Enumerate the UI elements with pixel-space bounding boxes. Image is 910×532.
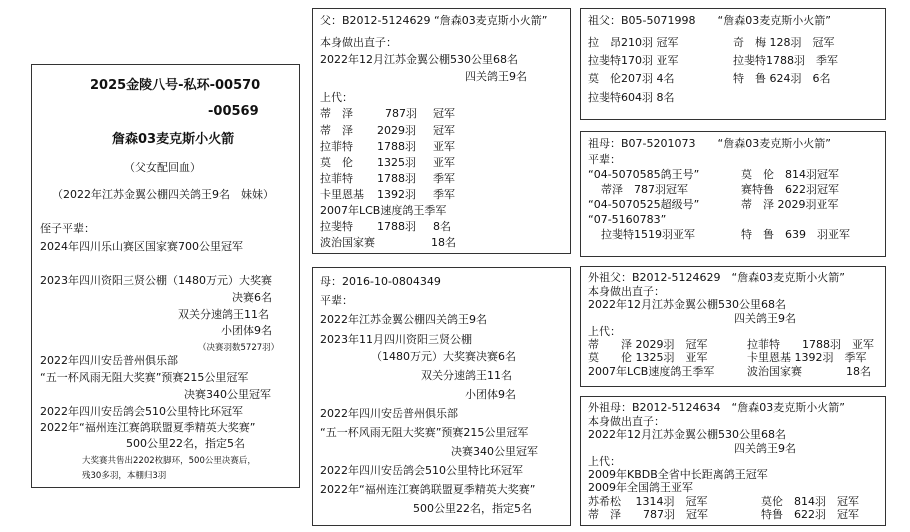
ring-number: 2025金陵八号-私环-00570 — [90, 78, 261, 93]
ancestor-left: “04-5070585鸽王号” — [588, 168, 700, 181]
ancestor-name: 蒂 泽 — [320, 124, 353, 137]
ancestor-name: 蒂 泽 — [320, 107, 353, 120]
achievement-line: 2022年四川安岳普州俱乐部 — [40, 354, 178, 367]
maternal-grandmother-card — [580, 396, 886, 526]
ancestor-name: 拉斐特 — [320, 220, 353, 233]
achievement-line: 大奖赛共售出2202枚脚环，500公里决赛后， — [82, 456, 256, 466]
ancestor-right: 赛特鲁 622羽冠军 — [741, 183, 839, 196]
ancestor-name: 拉菲特 — [320, 140, 353, 153]
mother-line: 小团体9名 — [465, 388, 516, 401]
ancestor-right: 蒂 泽 2029羽亚军 — [741, 198, 839, 211]
mother-peer-label: 平辈： — [320, 294, 353, 307]
achievement-line: 2023年四川资阳三贤公棚（1480万元）大奖赛 — [40, 274, 272, 287]
grandfather-header: 祖父：B05-5071998 “詹森03麦克斯小火箭” — [588, 14, 831, 27]
maternal-grandfather-card — [580, 266, 886, 387]
ancestor-left: 拉 昂210羽 冠军 — [588, 36, 679, 49]
mother-line: 2022年四川安岳普州俱乐部 — [320, 407, 458, 420]
ancestor-result: 18名 — [431, 236, 456, 249]
ancestor-left: 莫 伦207羽 4名 — [588, 72, 675, 85]
ancestor-result: 亚军 — [433, 140, 455, 153]
ancestor-right: 莫 伦 814羽冠军 — [741, 168, 839, 181]
mgf-line: 2022年12月江苏金翼公棚530公里68名 — [588, 298, 786, 311]
pigeon-name: 詹森03麦克斯小火箭 — [112, 132, 235, 147]
father-gen-label: 上代： — [320, 91, 353, 104]
grandmother-card — [580, 131, 886, 257]
ancestor-left: 蒂泽 787羽冠军 — [601, 183, 688, 196]
ancestor-count: 2029羽 — [377, 124, 416, 137]
mother-header: 母：2016-10-0804349 — [320, 275, 441, 288]
ancestor-left: 蒂 泽 2029羽 冠军 — [588, 338, 708, 351]
achievement-line: （决赛羽数5727羽） — [198, 343, 280, 353]
ancestor-name: 拉菲特 — [320, 172, 353, 185]
mother-line: 决赛340公里冠军 — [451, 445, 538, 458]
father-line: 四关鸽王9名 — [465, 70, 527, 83]
ancestor-right: 特 鲁 639 羽亚军 — [741, 228, 850, 241]
ancestor-right: 波治国家赛 18名 — [747, 365, 871, 378]
ancestor-right: 特鲁 622羽 冠军 — [761, 508, 859, 521]
achievement-line: 决赛340公里冠军 — [184, 388, 271, 401]
ancestor-count: 1788羽 — [377, 220, 416, 233]
ancestor-count: 787羽 — [385, 107, 417, 120]
ancestor-right: 卡里恩基 1392羽 季军 — [747, 351, 867, 364]
mgm-produce: 本身做出直子： — [588, 415, 665, 428]
mgm-line: 2009年全国鸽王亚军 — [588, 481, 693, 494]
achievement-line: 2022年“福州连江赛鸽联盟夏季精英大奖赛” — [40, 421, 256, 434]
achievement-line: 残30多羽，本棚归3羽 — [82, 471, 167, 481]
ancestor-count: 1392羽 — [377, 188, 416, 201]
ancestor-count: 1325羽 — [377, 156, 416, 169]
ancestor-name: 莫 伦 — [320, 156, 353, 169]
ancestor-name: 波治国家赛 — [320, 236, 375, 249]
ancestor-count: 1788羽 — [377, 172, 416, 185]
mgf-produce: 本身做出直子： — [588, 285, 665, 298]
ancestor-result: 季军 — [433, 172, 455, 185]
achievement-line: 2024年四川乐山赛区国家赛700公里冠军 — [40, 240, 243, 253]
ancestor-right: 莫伦 814羽 冠军 — [761, 495, 859, 508]
mgm-line: 2009年KBDB全省中长距离鸽王冠军 — [588, 468, 768, 481]
mother-line: “五一杯风雨无阻大奖赛”预赛215公里冠军 — [320, 426, 529, 439]
mgm-line: 四关鸽王9名 — [734, 442, 796, 455]
mother-line: 2022年江苏金翼公棚四关鸽王9名 — [320, 313, 487, 326]
ancestor-left: 蒂 泽 787羽 冠军 — [588, 508, 708, 521]
achievement-line: 小团体9名 — [221, 324, 272, 337]
subject-card — [31, 64, 300, 488]
father-header: 父：B2012-5124629 “詹森03麦克斯小火箭” — [320, 14, 548, 27]
ancestor-left: 2007年LCB速度鸽王季军 — [588, 365, 715, 378]
ancestor-left: 拉斐特1519羽亚军 — [601, 228, 695, 241]
ancestor-left: “04-5070525超级号” — [588, 198, 700, 211]
mother-line: 500公里22名，指定5名 — [413, 502, 532, 515]
ancestor-left: 拉斐特170羽 亚军 — [588, 54, 679, 67]
mother-line: 2022年“福州连江赛鸽联盟夏季精英大奖赛” — [320, 483, 536, 496]
mother-card — [312, 267, 571, 526]
mgm-gen-label: 上代： — [588, 455, 621, 468]
mgf-header: 外祖父：B2012-5124629 “詹森03麦克斯小火箭” — [588, 271, 845, 284]
father-line: 2007年LCB速度鸽王季军 — [320, 204, 447, 217]
achievement-line: 决赛6名 — [232, 291, 272, 304]
mother-line: 2022年四川安岳鸽会510公里特比环冠军 — [320, 464, 523, 477]
ancestor-right: 奇 梅 128羽 冠军 — [733, 36, 835, 49]
mother-line: 2023年11月四川资阳三贤公棚 — [320, 333, 472, 346]
ancestor-result: 8名 — [433, 220, 451, 233]
ancestor-result: 亚军 — [433, 156, 455, 169]
ancestor-right: 拉斐特1788羽 季军 — [733, 54, 838, 67]
ring-number-2: -00569 — [208, 104, 259, 119]
grandmother-header: 祖母：B07-5201073 “詹森03麦克斯小火箭” — [588, 137, 831, 150]
ancestor-left: 莫 伦 1325羽 亚军 — [588, 351, 708, 364]
nephew-label: 侄子平辈： — [40, 222, 95, 235]
father-card — [312, 8, 571, 254]
ancestor-left: 苏希松 1314羽 冠军 — [588, 495, 708, 508]
ancestor-count: 1788羽 — [377, 140, 416, 153]
achievement-line: 双关分速鸽王11名 — [178, 308, 269, 321]
ancestor-left: “07-5160783” — [588, 213, 667, 226]
father-line: 2022年12月江苏金翼公棚530公里68名 — [320, 53, 518, 66]
ancestor-right: 特 鲁 624羽 6名 — [733, 72, 831, 85]
achievement-line: “五一杯风雨无阻大奖赛”预赛215公里冠军 — [40, 371, 249, 384]
mgf-line: 四关鸽王9名 — [734, 312, 796, 325]
ancestor-result: 冠军 — [433, 107, 455, 120]
grandmother-peer-label: 平辈： — [588, 153, 621, 166]
achievement-line: 2022年四川安岳鸽会510公里特比环冠军 — [40, 405, 243, 418]
mgf-gen-label: 上代： — [588, 325, 621, 338]
ancestor-name: 卡里恩基 — [320, 188, 364, 201]
ancestor-left: 拉斐特604羽 8名 — [588, 91, 675, 104]
subtitle: （父女配回血） — [124, 161, 201, 174]
ancestor-result: 冠军 — [433, 124, 455, 137]
grandfather-card — [580, 8, 886, 120]
ancestor-right: 拉菲特 1788羽 亚军 — [747, 338, 874, 351]
father-produce: 本身做出直子： — [320, 36, 397, 49]
note: （2022年江苏金翼公棚四关鸽王9名 妹妹） — [52, 188, 274, 201]
mgm-header: 外祖母：B2012-5124634 “詹森03麦克斯小火箭” — [588, 401, 845, 414]
mother-line: （1480万元）大奖赛决赛6名 — [371, 350, 516, 363]
ancestor-result: 季军 — [433, 188, 455, 201]
mother-line: 双关分速鸽王11名 — [421, 369, 512, 382]
mgm-line: 2022年12月江苏金翼公棚530公里68名 — [588, 428, 786, 441]
achievement-line: 500公里22名，指定5名 — [126, 437, 245, 450]
